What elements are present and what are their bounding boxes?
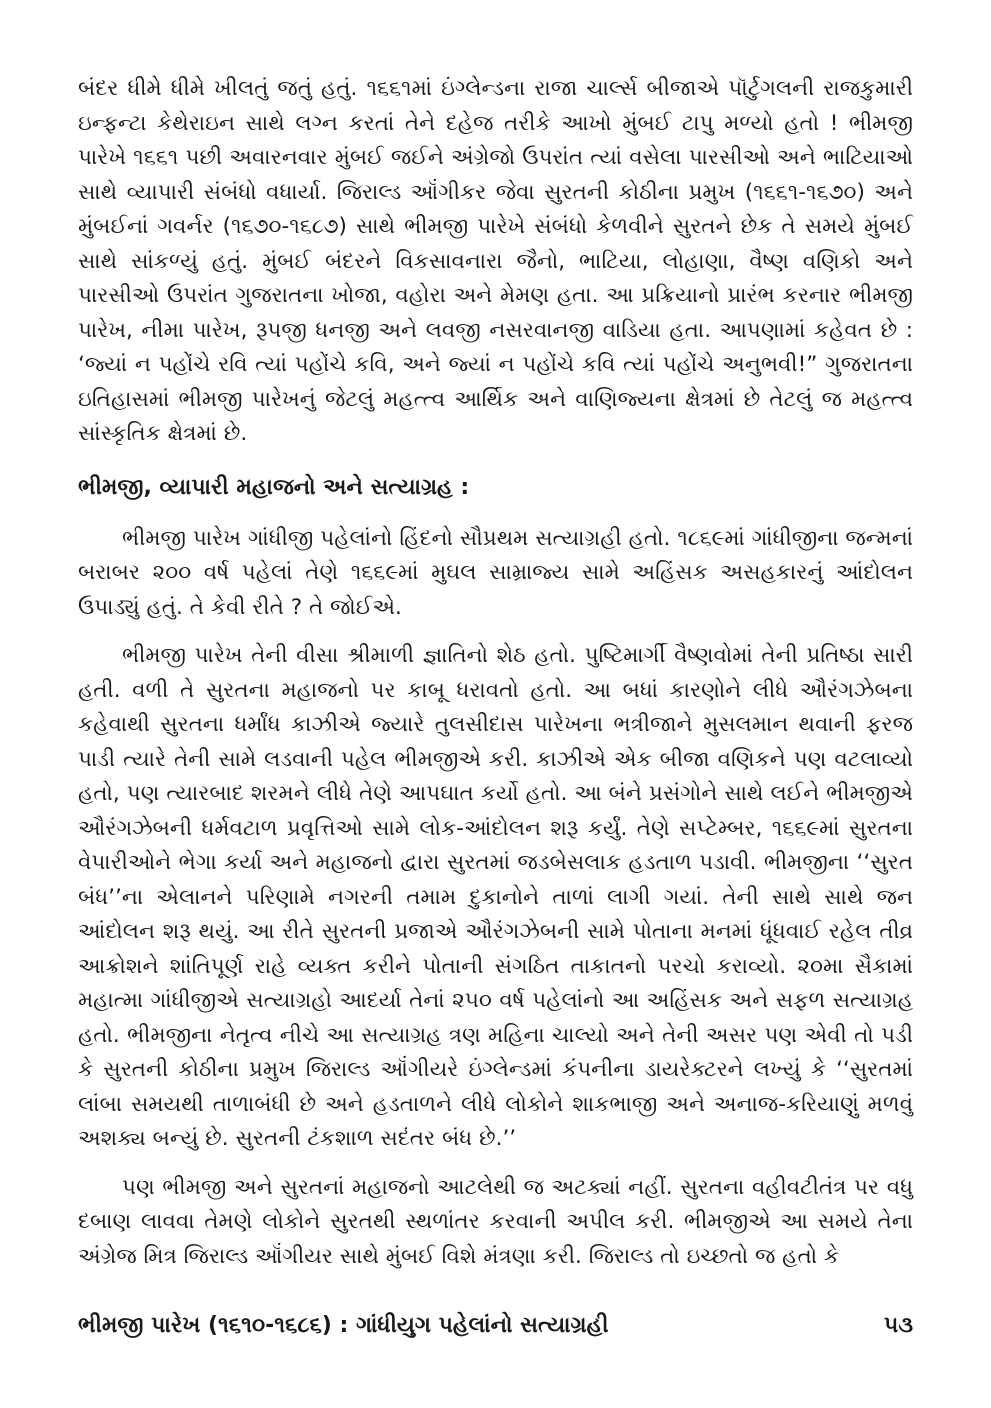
running-title: ભીમજી પારેખ (૧૬૧૦-૧૬૮૬) : ગાંધીયુગ પહેલાંનો સત્યાગ્રહી [78, 1313, 609, 1338]
paragraph-migration-appeal: પણ ભીમજી અને સુરતનાં મહાજનો આટલેથી જ અટક્યાં નહીં. સુરતના વહીવટીતંત્ર પર વધુ દબાણ લાવવા તેમણે લોકોને સુરતથી સ્થળાંતર કરવાની અપીલ કરી. ભીમજીએ આ સમયે તેના અંગ્રેજ મિત્ર જિરાલ્ડ ઑંગીયર સાથે મુંબઈ વિશે મંત્રણા કરી. જિરાલ્ડ તો ઇચ્છતો જ હતો કે [78, 1174, 913, 1269]
paragraph-surat-bandh: ભીમજી પારેખ તેની વીસા શ્રીમાળી જ્ઞાતિનો શેઠ હતો. પુષ્ટિમાર્ગી વૈષ્ણવોમાં તેની પ્રતિષ્ઠા સારી હતી. વળી તે સુરતના મહાજનો પર કાબૂ ધરાવતો હતો. આ બધાં કારણોને લીધે ઔરંગઝેબના કહેવાથી સુરતના ધર્માંધ કાઝીએ જ્યારે તુલસીદાસ પારેખના ભત્રીજાને મુસલમાન થવાની ફરજ પાડી ત્યારે તેની સામે લડવાની પહેલ ભીમજીએ કરી. કાઝીએ એક બીજા વણિકને પણ વટલાવ્યો હતો, પણ ત્યારબાદ શરમને લીધે તેણે આપઘાત કર્યો હતો. આ બંને પ્રસંગોને સાથે લઈને ભીમજીએ ઔરંગઝેબની ધર્મવટાળ પ્રવૃત્તિઓ સામે લોક-આંદોલન શરૂ કર્યું. તેણે સપ્ટેમ્બર, ૧૬૬૯માં સુરતના વેપારીઓને ભેગા કર્યા અને મહાજનો દ્વારા સુરતમાં જડબેસલાક હડતાળ પડાવી. ભીમજીના ‘‘સુરત બંધ’’ના એલાનને પરિણામે નગરની તમામ દુકાનોને તાળાં લાગી ગયાં. તેની સાથે સાથે જન આંદોલન શરૂ થયું. આ રીતે સુરતની પ્રજાએ ઔરંગઝેબની સામે પોતાના મનમાં ધૂંધવાઈ રહેલ તીવ્ર આક્રોશને શાંતિપૂર્ણ રાહે વ્યક્ત કરીને પોતાની સંગઠિત તાકાતનો પરચો કરાવ્યો. ૨૦મા સૈકામાં મહાત્મા ગાંધીજીએ સત્યાગ્રહો આદર્યા તેનાં ૨૫૦ વર્ષ પહેલાંનો આ અહિંસક અને સફળ સત્યાગ્રહ હતો. ભીમજીના નેતૃત્વ નીચે આ સત્યાગ્રહ ત્રણ મહિના ચાલ્યો અને તેની અસર પણ એવી તો પડી કે સુરતની કોઠીના પ્રમુખ જિરાલ્ડ ઑંગીયરે ઇંગ્લેન્ડમાં કંપનીના ડાયરેક્ટરને લખ્યું કે ‘‘સુરતમાં લાંબા સમયથી તાળાબંધી છે અને હડતાળને લીધે લોકોને શાકભાજી અને અનાજ-કરિયાણું મળવું અશક્ય બન્યું છે. સુરતની ટંકશાળ સદંતર બંધ છે.’’ [78, 643, 913, 1151]
section-heading: ભીમજી, વ્યાપારી મહાજનો અને સત્યાગ્રહ : [78, 474, 470, 500]
page-number: ૫૩ [883, 1313, 913, 1338]
paragraph-continued: બંદર ધીમે ધીમે ખીલતું જતું હતું. ૧૬૬૧માં ઇંગ્લેન્ડના રાજા ચાર્લ્સ બીજાએ પૉર્ટુગલની રાજકુમારી ઇન્ફન્ટા કેથેરાઇન સાથે લગ્ન કરતાં તેને દહેજ તરીકે આખો મુંબઈ ટાપુ મળ્યો હતો ! ભીમજી પારેખે ૧૬૬૧ પછી અવારનવાર મુંબઈ જઈને અંગ્રેજો ઉપરાંત ત્યાં વસેલા પારસીઓ અને ભાટિયાઓ સાથે વ્યાપારી સંબંધો વધાર્યા. જિરાલ્ડ ઑંગીકર જેવા સુરતની કોઠીના પ્રમુખ (૧૬૬૧-૧૬૭૦) અને મુંબઈનાં ગવર્નર (૧૬૭૦-૧૬૮૭) સાથે ભીમજી પારેખે સંબંધો કેળવીને સુરતને છેક તે સમયે મુંબઈ સાથે સાંકળ્યું હતું. મુંબઈ બંદરને વિકસાવનારા જૈનો, ભાટિયા, લોહાણા, વૈષ્ણ વણિકો અને પારસીઓ ઉપરાંત ગુજરાતના ખોજા, વહોરા અને મેમણ હતા. આ પ્રક્રિયાનો પ્રારંભ કરનાર ભીમજી પારેખ, નીમા પારેખ, રૂપજી ધનજી અને લવજી નસરવાનજી વાડિયા હતા. આપણામાં કહેવત છે : ‘જ્યાં ન પહોંચે રવિ ત્યાં પહોંચે કવિ, અને જ્યાં ન પહોંચે કવિ ત્યાં પહોંચે અનુભવી!” ગુજરાતના ઇતિહાસમાં ભીમજી પારેખનું જેટલું મહત્ત્વ આર્થિક અને વાણિજ્યના ક્ષેત્રમાં છે તેટલું જ મહત્ત્વ સાંસ્કૃતિક ક્ષેત્રમાં છે. [78, 76, 913, 446]
page-footer [78, 1309, 913, 1343]
paragraph-first-satyagrahi: ભીમજી પારેખ ગાંધીજી પહેલાંનો હિંદનો સૌપ્રથમ સત્યાગ્રહી હતો. ૧૮૬૯માં ગાંધીજીના જન્મનાં બરાબર ૨૦૦ વર્ષ પહેલાં તેણે ૧૬૬૯માં મુઘલ સામ્રાજ્ય સામે અહિંસક અસહકારનું આંદોલન ઉપાડ્યું હતું. તે કેવી રીતે ? તે જોઈએ. [78, 525, 913, 620]
